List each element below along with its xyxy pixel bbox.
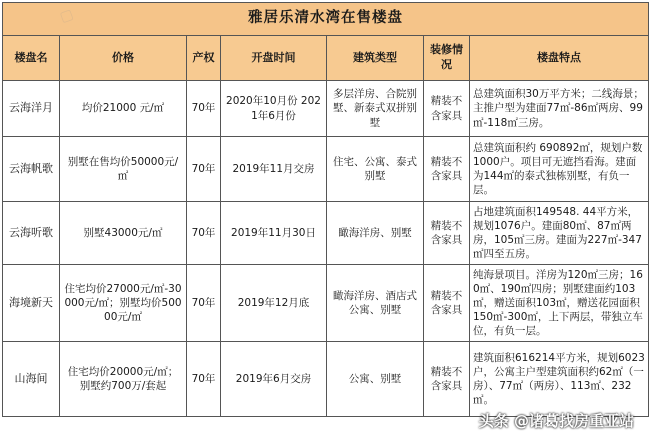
table-row <box>3 137 649 202</box>
cell-decoration: 精装不含家具 <box>424 202 470 265</box>
cell-name: 海境新天 <box>3 265 60 342</box>
cell-tenure: 70年 <box>187 265 221 342</box>
cell-price: 住宅均价27000元/㎡-30000元/㎡；别墅均价50000元/㎡ <box>60 265 187 342</box>
cell-name: 云海洋月 <box>3 81 60 137</box>
cell-name: 云海帆歌 <box>3 137 60 202</box>
cell-building-type: 瞰海洋房、酒店式公寓、别墅 <box>327 265 424 342</box>
cell-features: 总建筑面积约 690892㎡，规划户数1000户。项目可无遮挡看海。建面为144㎡的泰式独栋别墅，有负一层。 <box>470 137 649 202</box>
source-watermark: 头条 @诸葛找房重亚站 <box>478 412 634 430</box>
cell-price: 别墅在售均价50000元/㎡ <box>60 137 187 202</box>
cell-building-type: 住宅、公寓、泰式别墅 <box>327 137 424 202</box>
cell-building-type: 公寓、别墅 <box>327 342 424 417</box>
cell-building-type: 多层洋房、合院别墅、新泰式双拼别墅 <box>327 81 424 137</box>
cell-name: 山海间 <box>3 342 60 417</box>
cell-decoration: 精装不含家具 <box>424 137 470 202</box>
header-name: 楼盘名 <box>3 36 60 81</box>
header-building-type: 建筑类型 <box>327 36 424 81</box>
table-row <box>3 265 649 342</box>
header-features: 楼盘特点 <box>470 36 649 81</box>
cell-features: 建筑面积616214平方米，规划6023户，公寓主户型建筑面积约62㎡（一房）、77㎡（两房）、113㎡、232㎡。 <box>470 342 649 417</box>
table-row <box>3 202 649 265</box>
cell-name: 云海听歌 <box>3 202 60 265</box>
cell-price: 住宅均价20000元/㎡；别墅约700万/套起 <box>60 342 187 417</box>
cell-price: 均价21000 元/㎡ <box>60 81 187 137</box>
cell-open-time: 2019年6月交房 <box>221 342 327 417</box>
listing-table <box>2 2 649 417</box>
table-title: 雅居乐清水湾在售楼盘 <box>3 3 649 36</box>
cell-tenure: 70年 <box>187 342 221 417</box>
cell-open-time: 2019年11月交房 <box>221 137 327 202</box>
cell-features: 总建筑面积30万平方米；二线海景；主推户型为建面77㎡-86㎡两房、99㎡-118㎡三房。 <box>470 81 649 137</box>
cell-tenure: 70年 <box>187 81 221 137</box>
cell-features: 占地建筑面积149548. 44平方米，规划1076户。建面80㎡、87㎡两房，105㎡三房。建面为227㎡-347㎡四至五房。 <box>470 202 649 265</box>
cell-decoration: 精装不含家具 <box>424 81 470 137</box>
table-row <box>3 342 649 417</box>
cell-tenure: 70年 <box>187 202 221 265</box>
table-row <box>3 81 649 137</box>
cell-features: 纯海景项目。洋房为120㎡三房；160㎡、190㎡四房；别墅建面约103㎡，赠送面积103㎡，赠送花园面积150㎡-300㎡，上下两层，带独立车位，有负一层。 <box>470 265 649 342</box>
header-price: 价格 <box>60 36 187 81</box>
cell-price: 别墅43000元/㎡ <box>60 202 187 265</box>
cell-decoration: 精装不含家具 <box>424 265 470 342</box>
cell-decoration: 精装不含家具 <box>424 342 470 417</box>
header-tenure: 产权 <box>187 36 221 81</box>
cell-open-time: 2019年11月30日 <box>221 202 327 265</box>
cell-tenure: 70年 <box>187 137 221 202</box>
listing-table-wrapper <box>2 2 648 437</box>
header-decoration: 装修情况 <box>424 36 470 81</box>
cell-building-type: 瞰海洋房、别墅 <box>327 202 424 265</box>
cell-open-time: 2020年10月份 2021年6月份 <box>221 81 327 137</box>
header-open-time: 开盘时间 <box>221 36 327 81</box>
cell-open-time: 2019年12月底 <box>221 265 327 342</box>
